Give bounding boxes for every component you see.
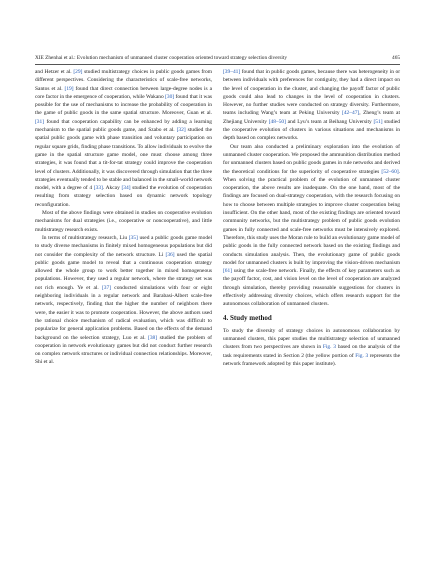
citation-link[interactable]: [39–41] <box>223 69 241 75</box>
citation-link[interactable]: [19] <box>64 85 74 92</box>
citation-link[interactable]: [31] <box>35 118 45 125</box>
section-paragraph <box>223 327 400 368</box>
citation-link[interactable]: [34] <box>121 185 131 192</box>
body-text: and Hetzer et al. <box>35 69 74 75</box>
body-text: and Lyu’s team at Beihang University <box>285 118 374 125</box>
paragraph <box>223 143 400 309</box>
citation-link[interactable]: [61] <box>223 268 233 275</box>
body-text: . Akcay <box>102 185 122 192</box>
body-text: found that direct connection between large-degree nodes is a core factor in the emergence of cooperation, while Wakano <box>35 85 213 100</box>
citation-link[interactable]: [42–47] <box>342 110 360 117</box>
body-text: studied the cooperative evolution of clusters in various situations and mechanisms in depth based on complex networks. <box>223 118 400 142</box>
body-text: In terms of multistrategy research, Liu <box>42 234 129 241</box>
citation-link[interactable]: [29] <box>73 69 83 75</box>
body-text: conducted simulations with four or eight neighboring individuals in a regular network and Barabasi-Albert scale-free network, respectively, finding that the higher the number of neighbors there were, the easier it was to promote cooperation. However, the above authors used the rational choice mechanism of radical evaluation, which was difficult to popularize for general application problems. Based on the effects of the demand background on the selection strategy, Luo et al. <box>35 284 212 341</box>
header-rule <box>35 64 400 65</box>
citation-link[interactable]: [51] <box>373 118 383 125</box>
body-text: based on the analysis of the task requirements stated in Section 2 (the yellow portion of <box>223 344 400 359</box>
citation-link[interactable]: [37] <box>101 284 112 291</box>
citation-link[interactable]: [32] <box>176 127 186 134</box>
body-text: used a public goods game model to study diverse mechanisms in finitely mixed homogeneous populations but did not consider the complexity of the network structure. Li <box>35 234 212 258</box>
body-text: To study the diversity of strategy choices in autonomous collaboration by unmanned clusters, this paper studies the multistrategy selection of unmanned clusters from two perspectives are shown in <box>223 327 400 351</box>
body-text: using the scale-free network. Finally, the effects of key parameters such as the payoff factor, cost, and vision level on the level of cooperation are analyzed through simulation, thereby providing reasonable suggestions for clusters in effectively addressing diversity choices, which offers research support for the autonomous collaboration of unmanned clusters. <box>223 268 400 308</box>
citation-link[interactable]: [36] <box>165 251 175 258</box>
right-column <box>223 68 400 368</box>
paragraph <box>223 68 400 143</box>
citation-link[interactable]: [35] <box>128 234 138 241</box>
paragraph <box>35 209 212 234</box>
body-text: studied the evolution of cooperation resulting from strategy selection based on dynamic network topology reconfiguration. <box>35 185 212 208</box>
body-text: used the spatial public goods game model to reveal that a continuous cooperation strategy allowed the whole group to work better together in mixed homogeneous populations. However, they used a regular network, where the strategy set was not rich enough. Ye et al. <box>35 251 212 291</box>
paragraph <box>35 234 212 367</box>
citation-link[interactable]: [52–60] <box>381 168 399 175</box>
body-text: , Zheng’s team at Zhejiang University <box>223 110 400 125</box>
body-text: found that in public goods games, because there was heterogeneity in or between individuals with preferences for contiguity, they had a direct impact on the level of cooperation in the cluster, and changing the payoff factor of public goods could also lead to changes in the level of cooperation in clusters. However, no further studies were conducted on strategy diversity. Furthermore, teams including Wang’s team at Peking University <box>223 69 400 117</box>
body-text: studied multistrategy choices in public goods games from different perspectives. Considering the characteristics of scale-free networks, Santos et al. <box>35 69 212 92</box>
citation-link[interactable]: [33] <box>93 185 103 192</box>
left-column <box>35 68 212 367</box>
body-text: found that it was possible for the use of mechanisms to increase the probability of cooperation in the game of public goods in the same spatial structure. Moreover, Guan et al. <box>35 93 212 117</box>
section-heading: 4. Study method <box>223 313 272 322</box>
citation-link[interactable]: [38] <box>148 334 158 341</box>
running-title: XIE Zhenhai et al.: Evolution mechanism of unmanned cluster cooperation oriented toward strategy selection diversity <box>35 55 287 61</box>
paragraph <box>35 68 212 209</box>
body-text: . When solving the practical problem of the evolution of unmanned cluster cooperation, the above results are inadequate. On the one hand, most of the findings are focused on dual-strategy cooperation, with the research focusing on how to choose between multiple strategies to improve cluster cooperation being insufficient. On the other hand, most of the existing findings are oriented toward community networks, but the multistrategy problem of public goods evolution games in fully connected and scale-free networks must be intensively explored. Therefore, this study uses the Moran rule to build an evolutionary game model of public goods in the fully connected network based on the existing findings and conducts simulation analysis. Then, the evolutionary game of public goods model for unmanned clusters is built by improving the vision-driven mechanism <box>223 168 400 266</box>
body-text: studied the spatial public goods game with phase transition and voluntary participation on regular square grids, finding phase transitions. To allow individuals to evolve the game in the spatial structure game model, one must choose among three strategies, it was found that a tit-for-tat strategy could improve the cooperation level of clusters. Additionally, it was discovered through simulation that the three strategies eventually tended to be stable and balanced in the small-world network model, with a degree of 4 <box>35 127 212 192</box>
page-number: 465 <box>392 55 400 61</box>
running-header <box>35 54 400 63</box>
citation-link[interactable]: [30] <box>165 93 175 100</box>
body-text: Our team also conducted a preliminary exploration into the evolution of unmanned cluster cooperation. We proposed the ammunition distribution method for unmanned clusters based on public goods games in rule networks and derived the theoretical conditions for the superiority of cooperative strategies <box>223 143 400 175</box>
body-text: represents the network framework adopted by this paper institute). <box>223 352 400 367</box>
body-text: found that cooperation capability can be enhanced by adding a learning mechanism to the spatial public goods game, and Szabo et al. <box>35 118 212 134</box>
citation-link[interactable]: [48–50] <box>268 118 286 125</box>
citation-link[interactable]: Fig. 3 <box>322 344 337 351</box>
body-text: Most of the above findings were obtained in studies on cooperative evolution mechanisms for dual strategies (i.e., cooperative or noncooperative), and little multistrategy research exists. <box>35 210 212 233</box>
citation-link[interactable]: Fig. 3 <box>355 352 369 359</box>
body-text: studied the problem of cooperation in network evolutionary games but did not conduct further research on complex network structures or individual connection relationships. Moreover, Shi et al. <box>35 334 212 366</box>
